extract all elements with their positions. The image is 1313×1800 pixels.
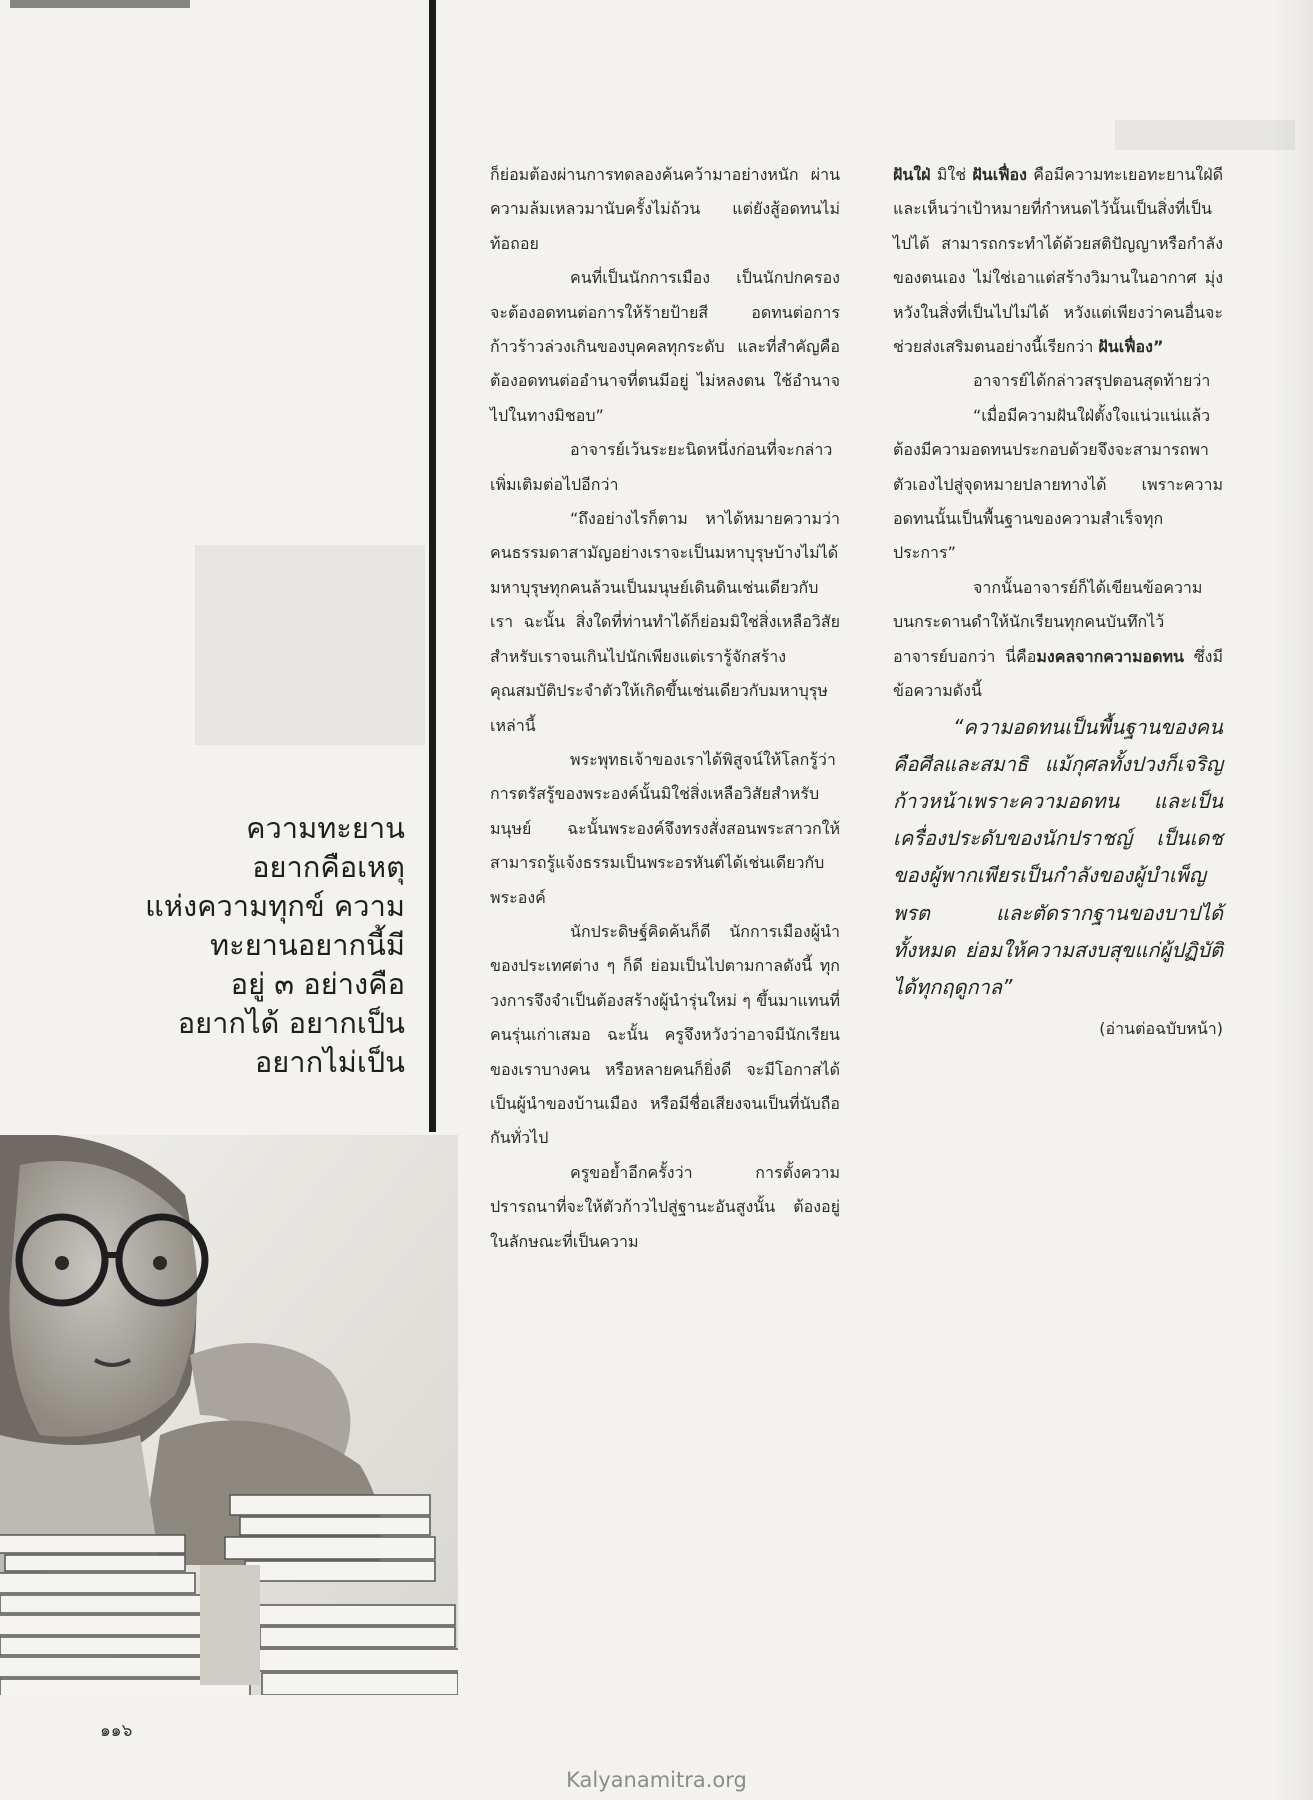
body-paragraph: “ถึงอย่างไรก็ตาม หาได้หมายความว่า คนธรรมดาสามัญอย่างเราจะเป็นมหาบุรุษบ้างไม่ได้ มหาบุรุษทุกคนล้วนเป็นมนุษย์เดินดินเช่นเดียวกับเรา ฉะนั้น สิ่งใดที่ท่านทำได้ก็ย่อมมิใช่สิ่งเหลือวิสัยสำหรับเราจนเกินไปนักเพียงแต่เรารู้จักสร้างคุณสมบัติประจำตัวให้เกิดขึ้นเช่นเดียวกับมหาบุรุษเหล่านี้ <box>490 509 840 735</box>
body-text: ซึ่งมีข้อความดังนี้ <box>893 646 1223 701</box>
body-paragraph: พระพุทธเจ้าของเราได้พิสูจน์ให้โลกรู้ว่า การตรัสรู้ของพระองค์นั้นมิใช่สิ่งเหลือวิสัยสำหรับมนุษย์ ฉะนั้นพระองค์จึงทรงสั่งสอนพระสาวกให้สามารถรู้แจ้งธรรมเป็นพระอรหันต์ได้เช่นเดียวกับพระองค์ <box>490 749 840 907</box>
watermark: Kalyanamitra.org <box>566 1768 747 1792</box>
bleed-through-shadow-2 <box>1115 120 1295 150</box>
body-text: จากนั้นอาจารย์ก็ได้เขียนข้อความบนกระดานดำให้นักเรียนทุกคนบันทึกไว้ อาจารย์บอกว่า นี่คือ <box>893 577 1203 666</box>
bold-term: มงคลจากความอดทน <box>1036 646 1184 666</box>
body-paragraph: คนที่เป็นนักการเมือง เป็นนักปกครอง จะต้องอดทนต่อการให้ร้ายป้ายสี อดทนต่อการก้าวร้าวล่วงเกินของบุคคลทุกระดับ และที่สำคัญคือต้องอดทนต่ออำนาจที่ตนมีอยู่ ไม่หลงตน ใช้อำนาจไปในทางมิชอบ” <box>490 268 840 425</box>
body-paragraph <box>893 158 1223 364</box>
quoted-maxim <box>893 709 1223 1007</box>
bold-term: ฝันเฟื่อง” <box>1098 337 1164 357</box>
body-text: คือมีความทะเยอทะยานใฝ่ดี และเห็นว่าเป้าหมายที่กำหนดไว้นั้นเป็นสิ่งที่เป็นไปได้ สามารถกระทำได้ด้วยสติปัญญาหรือกำลังของตนเอง ไม่ใช่เอาแต่สร้างวิมานในอากาศ มุ่งหวังในสิ่งที่เป็นไปไม่ได้ หวังแต่เพียงว่าคนอื่นจะช่วยส่งเสริมตนอย่างนี้เรียกว่า <box>893 165 1223 357</box>
page-number: ๑๑๖ <box>100 1721 133 1741</box>
pull-quote <box>60 809 405 1082</box>
vertical-divider-rule <box>429 0 436 1132</box>
body-paragraph: ครูขอย้ำอีกครั้งว่า การตั้งความปรารถนาที่จะให้ตัวก้าวไปสู่ฐานะอันสูงนั้น ต้องอยู่ในลักษณะที่เป็นความ <box>490 1162 840 1251</box>
bold-term: ฝันเฟื่อง <box>972 165 1027 184</box>
bleed-through-shadow <box>195 545 425 745</box>
body-paragraph: อาจารย์เว้นระยะนิดหนึ่งก่อนที่จะกล่าวเพิ่มเติมต่อไปอีกว่า <box>490 440 833 494</box>
body-text: มิใช่ <box>930 165 973 184</box>
body-paragraph: ก็ย่อมต้องผ่านการทดลองค้นคว้ามาอย่างหนัก ผ่านความล้มเหลวมานับครั้งไม่ถ้วน แต่ยังสู้อดทนไม่ท้อถอย <box>490 165 840 253</box>
bold-term: ฝันใฝ่ <box>893 165 931 184</box>
pull-quote-line: ทะยานอยากนี้มี <box>210 928 405 962</box>
article-column-middle <box>490 158 840 1259</box>
pull-quote-line: อยากไม่เป็น <box>254 1045 405 1079</box>
top-scan-mark <box>10 0 190 8</box>
article-column-right <box>893 158 1223 1047</box>
pull-quote-line: อยู่ ๓ อย่างคือ <box>230 967 405 1001</box>
pull-quote-line: ความทะยาน <box>246 811 405 845</box>
body-paragraph: นักประดิษฐ์คิดค้นก็ดี นักการเมืองผู้นำของประเทศต่าง ๆ ก็ดี ย่อมเป็นไปตามกาลดังนี้ ทุกวงการจึงจำเป็นต้องสร้างผู้นำรุ่นใหม่ ๆ ขึ้นมาแทนที่คนรุ่นเก่าเสมอ ฉะนั้น ครูจึงหวังว่าอาจมีนักเรียนของเราบางคน หรือหลายคนก็ยิ่งดี จะมีโอกาสได้เป็นผู้นำของบ้านเมือง หรือมีชื่อเสียงจนเป็นที่นับถือกันทั่วไป <box>490 921 840 1148</box>
quoted-maxim-text: “ความอดทนเป็นพื้นฐานของคน คือศีลและสมาธิ แม้กุศลทั้งปวงก็เจริญก้าวหน้าเพราะความอดทน และเป็นเครื่องประดับของนักปราชญ์ เป็นเดชของผู้พากเพียรเป็นกำลังของผู้บำเพ็ญพรต และตัดรากฐานของบาปได้ทั้งหมด ย่อมให้ความสงบสุขแก่ผู้ปฏิบัติได้ทุกฤดูกาล” <box>893 714 1223 999</box>
page-edge-shadow <box>1273 0 1313 1800</box>
continued-next-issue: (อ่านต่อฉบับหน้า) <box>1099 1019 1223 1039</box>
body-paragraph: “เมื่อมีความฝันใฝ่ตั้งใจแน่วแน่แล้ว ต้องมีความอดทนประกอบด้วยจึงจะสามารถพาตัวเองไปสู่จุดหมายปลายทางได้ เพราะความอดทนนั้นเป็นพื้นฐานของความสำเร็จทุกประการ” <box>893 405 1223 563</box>
pull-quote-line: อยากคือเหตุ <box>252 850 405 884</box>
pull-quote-line: อยากได้ อยากเป็น <box>177 1006 405 1040</box>
child-with-glasses-photo <box>0 1135 458 1695</box>
body-paragraph <box>893 571 1223 709</box>
pull-quote-line: แห่งความทุกข์ ความ <box>145 889 405 923</box>
body-paragraph: อาจารย์ได้กล่าวสรุปตอนสุดท้ายว่า <box>973 371 1211 391</box>
